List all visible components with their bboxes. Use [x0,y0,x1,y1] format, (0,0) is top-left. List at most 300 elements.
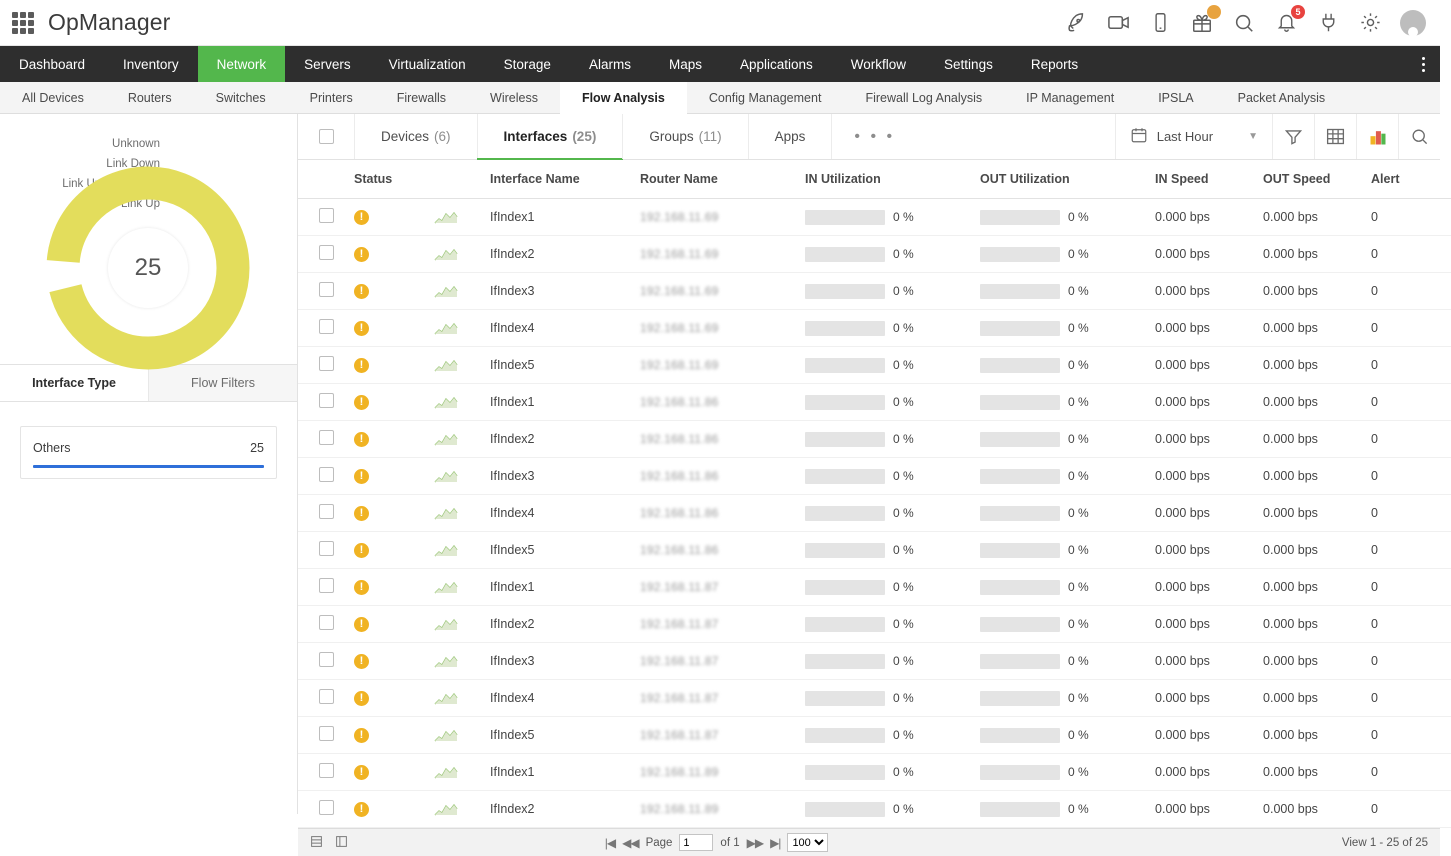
interface-type-card [20,426,277,479]
row-router-name: 192.168.11.69 [640,310,805,347]
table-view-icon[interactable] [1314,114,1356,159]
top-bar [0,0,1440,46]
row-out-speed: 0.000 bps [1263,273,1371,310]
table-row[interactable] [298,458,1451,495]
row-checkbox[interactable] [298,680,354,717]
row-alert: 0 [1371,310,1451,347]
row-interface-name[interactable]: IfIndex5 [490,347,640,384]
row-checkbox[interactable] [298,458,354,495]
calendar-icon [1130,126,1148,147]
row-router-name: 192.168.11.69 [640,273,805,310]
legend-link-up-noflows: Link Up & NoFlows [62,178,160,190]
chevron-down-icon: ▼ [1248,131,1258,142]
footer-icons [310,835,348,851]
tab-devices-count: (6) [434,129,451,144]
table-row[interactable] [298,495,1451,532]
tab-devices[interactable] [354,114,477,159]
nav-maps[interactable]: Maps [668,56,702,72]
row-status [354,643,434,680]
row-in-speed: 0.000 bps [1155,310,1263,347]
th-router-name[interactable]: Router Name [640,160,805,199]
th-interface-name[interactable]: Interface Name [490,160,640,199]
row-out-speed: 0.000 bps [1263,532,1371,569]
row-interface-name[interactable]: IfIndex2 [490,421,640,458]
table-row[interactable] [298,680,1451,717]
row-out-speed: 0.000 bps [1263,458,1371,495]
row-status [354,569,434,606]
row-out-speed: 0.000 bps [1263,569,1371,606]
row-alert: 0 [1371,532,1451,569]
tab-interfaces-label: Interfaces [503,129,568,144]
warning-icon: ! [354,654,369,669]
row-out-utilization: 0 % [980,384,1155,421]
row-out-utilization: 0 % [980,347,1155,384]
row-out-utilization: 0 % [980,236,1155,273]
subnav-packet-analysis[interactable]: Packet Analysis [1237,90,1326,105]
row-in-utilization: 0 % [805,791,980,828]
warning-icon: ! [354,210,369,225]
nav-dashboard[interactable]: Dashboard [19,56,86,72]
row-sparkline [434,606,490,643]
row-in-utilization: 0 % [805,569,980,606]
row-checkbox[interactable] [298,569,354,606]
subnav-ip-management[interactable]: IP Management [1026,90,1115,105]
warning-icon: ! [354,617,369,632]
row-status [354,606,434,643]
row-interface-name[interactable]: IfIndex2 [490,791,640,828]
th-out-speed[interactable]: OUT Speed [1263,160,1371,199]
chart-view-icon[interactable] [1356,114,1398,159]
search-icon[interactable] [1398,114,1440,159]
row-alert: 0 [1371,791,1451,828]
row-out-speed: 0.000 bps [1263,236,1371,273]
row-alert: 0 [1371,273,1451,310]
row-sparkline [434,199,490,236]
row-in-utilization: 0 % [805,717,980,754]
warning-icon: ! [354,691,369,706]
video-icon[interactable] [1106,11,1130,35]
row-interface-name[interactable]: IfIndex2 [490,236,640,273]
nav-servers[interactable]: Servers [304,56,351,72]
row-in-speed: 0.000 bps [1155,717,1263,754]
warning-icon: ! [354,469,369,484]
row-out-speed: 0.000 bps [1263,791,1371,828]
row-out-speed: 0.000 bps [1263,606,1371,643]
row-checkbox[interactable] [298,236,354,273]
row-in-speed: 0.000 bps [1155,199,1263,236]
last-page-button[interactable]: ▶| [770,835,781,850]
nav-virtualization[interactable]: Virtualization [388,56,466,72]
row-router-name: 192.168.11.87 [640,680,805,717]
row-in-utilization: 0 % [805,421,980,458]
warning-icon: ! [354,432,369,447]
row-checkbox[interactable] [298,643,354,680]
warning-icon: ! [354,543,369,558]
row-out-utilization: 0 % [980,717,1155,754]
page-number-input[interactable] [679,834,713,851]
notification-count-badge: 5 [1291,5,1305,19]
sidebar [0,114,298,814]
row-router-name: 192.168.11.86 [640,458,805,495]
row-checkbox[interactable] [298,421,354,458]
sidebar-tab-interface-type[interactable]: Interface Type [0,365,148,401]
nav-storage[interactable]: Storage [503,56,551,72]
nav-workflow[interactable]: Workflow [850,56,907,72]
legend-link-down: Link Down [106,158,160,170]
subnav-firewall-log-analysis[interactable]: Firewall Log Analysis [865,90,983,105]
table-footer [298,828,1440,856]
row-out-speed: 0.000 bps [1263,680,1371,717]
nav-overflow-menu-icon[interactable] [1406,46,1440,82]
table-row[interactable] [298,717,1451,754]
row-in-speed: 0.000 bps [1155,606,1263,643]
warning-icon: ! [354,802,369,817]
tab-groups-count: (11) [698,129,722,144]
table-row[interactable] [298,236,1451,273]
row-interface-name[interactable]: IfIndex4 [490,680,640,717]
gift-badge [1207,5,1221,19]
row-out-speed: 0.000 bps [1263,717,1371,754]
table-header-row [298,160,1451,199]
row-out-utilization: 0 % [980,421,1155,458]
search-icon[interactable] [1232,11,1256,35]
subnav-firewalls[interactable]: Firewalls [396,90,447,105]
row-status [354,273,434,310]
row-interface-name[interactable]: IfIndex3 [490,273,640,310]
row-in-utilization: 0 % [805,458,980,495]
subnav-printers[interactable]: Printers [309,90,353,105]
toolbar-right [1115,114,1440,159]
th-alert[interactable]: Alert [1371,160,1451,199]
nav-reports[interactable]: Reports [1030,56,1079,72]
subnav-wireless[interactable]: Wireless [490,90,538,105]
row-out-utilization: 0 % [980,754,1155,791]
first-page-button[interactable]: |◀ [604,835,616,850]
table-row[interactable] [298,347,1451,384]
row-status [354,717,434,754]
warning-icon: ! [354,506,369,521]
row-in-utilization: 0 % [805,532,980,569]
row-sparkline [434,680,490,717]
page-size-select[interactable] [787,833,828,852]
subnav-routers[interactable]: Routers [127,90,172,105]
row-in-utilization: 0 % [805,495,980,532]
row-checkbox[interactable] [298,532,354,569]
sub-nav [0,82,1440,114]
row-router-name: 192.168.11.87 [640,717,805,754]
row-in-utilization: 0 % [805,606,980,643]
rocket-icon[interactable] [1064,11,1088,35]
row-interface-name[interactable]: IfIndex4 [490,495,640,532]
row-alert: 0 [1371,569,1451,606]
prev-page-button[interactable]: ◀◀ [622,835,639,850]
row-router-name: 192.168.11.69 [640,199,805,236]
warning-icon: ! [354,728,369,743]
legend-unknown: Unknown [112,138,160,150]
warning-icon: ! [354,580,369,595]
row-out-utilization: 0 % [980,791,1155,828]
page-body [0,114,1440,850]
row-checkbox[interactable] [298,347,354,384]
row-out-utilization: 0 % [980,310,1155,347]
row-alert: 0 [1371,680,1451,717]
tab-groups[interactable] [622,114,747,159]
row-status [354,458,434,495]
row-out-utilization: 0 % [980,273,1155,310]
warning-icon: ! [354,358,369,373]
row-status [354,236,434,273]
row-sparkline [434,717,490,754]
tab-more-menu[interactable]: • • • [831,114,917,159]
th-checkbox [298,160,354,199]
table-body [298,199,1451,828]
tab-devices-label: Devices [381,129,430,144]
row-sparkline [434,421,490,458]
row-interface-name[interactable]: IfIndex1 [490,754,640,791]
view-count-label: View 1 - 25 of 25 [1341,836,1428,849]
row-out-speed: 0.000 bps [1263,643,1371,680]
row-alert: 0 [1371,717,1451,754]
gift-icon[interactable] [1190,11,1214,35]
subnav-config-management[interactable]: Config Management [708,90,822,105]
row-sparkline [434,310,490,347]
main-nav [0,46,1440,82]
th-in-speed[interactable]: IN Speed [1155,160,1263,199]
row-in-speed: 0.000 bps [1155,643,1263,680]
top-actions [1064,6,1426,36]
row-checkbox[interactable] [298,384,354,421]
row-alert: 0 [1371,458,1451,495]
row-alert: 0 [1371,199,1451,236]
row-alert: 0 [1371,384,1451,421]
nav-inventory[interactable]: Inventory [123,56,179,72]
row-in-speed: 0.000 bps [1155,569,1263,606]
filter-icon[interactable] [1272,114,1314,159]
page-of-label: of 1 [720,836,740,849]
interfaces-table-wrapper [298,160,1440,828]
row-interface-name[interactable]: IfIndex1 [490,384,640,421]
tab-groups-label: Groups [649,129,694,144]
notification-bell-icon[interactable] [1274,6,1301,35]
subnav-flow-analysis[interactable]: Flow Analysis [560,82,687,113]
row-router-name: 192.168.11.86 [640,495,805,532]
time-range-selector[interactable] [1115,114,1272,159]
row-out-utilization: 0 % [980,569,1155,606]
row-out-utilization: 0 % [980,680,1155,717]
row-in-speed: 0.000 bps [1155,273,1263,310]
row-checkbox[interactable] [298,606,354,643]
sidebar-tab-flow-filters[interactable]: Flow Filters [148,365,297,401]
row-router-name: 192.168.11.89 [640,791,805,828]
row-interface-name[interactable]: IfIndex3 [490,643,640,680]
row-in-utilization: 0 % [805,273,980,310]
row-out-utilization: 0 % [980,458,1155,495]
subnav-ipsla[interactable]: IPSLA [1158,90,1194,105]
nav-applications[interactable]: Applications [739,56,813,72]
row-checkbox[interactable] [298,199,354,236]
subnav-switches[interactable]: Switches [215,90,266,105]
row-sparkline [434,643,490,680]
row-out-speed: 0.000 bps [1263,310,1371,347]
row-in-speed: 0.000 bps [1155,680,1263,717]
row-status [354,199,434,236]
row-router-name: 192.168.11.89 [640,754,805,791]
row-checkbox[interactable] [298,495,354,532]
row-status [354,347,434,384]
row-alert: 0 [1371,643,1451,680]
tab-apps-label: Apps [774,129,806,144]
tab-apps[interactable] [748,114,832,159]
row-alert: 0 [1371,347,1451,384]
row-in-utilization: 0 % [805,236,980,273]
row-in-utilization: 0 % [805,199,980,236]
row-router-name: 192.168.11.86 [640,532,805,569]
interface-type-bar [33,465,264,468]
table-row[interactable] [298,273,1451,310]
row-in-speed: 0.000 bps [1155,495,1263,532]
row-out-utilization: 0 % [980,643,1155,680]
row-interface-name[interactable]: IfIndex3 [490,458,640,495]
warning-icon: ! [354,284,369,299]
table-row[interactable] [298,754,1451,791]
row-interface-name[interactable]: IfIndex1 [490,199,640,236]
row-checkbox[interactable] [298,754,354,791]
tab-interfaces[interactable] [477,114,623,159]
content-area [298,114,1440,850]
th-out-utilization[interactable]: OUT Utilization [980,160,1155,199]
interface-type-label: Others [33,441,71,455]
row-sparkline [434,754,490,791]
th-in-utilization[interactable]: IN Utilization [805,160,980,199]
row-status [354,532,434,569]
warning-icon: ! [354,247,369,262]
subnav-all-devices[interactable]: All Devices [22,90,84,105]
row-in-utilization: 0 % [805,384,980,421]
row-out-speed: 0.000 bps [1263,384,1371,421]
row-interface-name[interactable]: IfIndex5 [490,532,640,569]
table-row[interactable] [298,643,1451,680]
row-status [354,384,434,421]
interface-status-donut [0,114,297,364]
export-icon[interactable] [335,835,348,851]
row-sparkline [434,384,490,421]
row-alert: 0 [1371,421,1451,458]
mobile-icon[interactable] [1148,11,1172,35]
row-in-speed: 0.000 bps [1155,458,1263,495]
row-router-name: 192.168.11.86 [640,384,805,421]
table-row[interactable] [298,421,1451,458]
row-router-name: 192.168.11.69 [640,347,805,384]
user-avatar-icon[interactable] [1400,10,1426,36]
row-in-speed: 0.000 bps [1155,532,1263,569]
row-out-utilization: 0 % [980,199,1155,236]
list-view-icon[interactable] [310,835,323,851]
row-router-name: 192.168.11.87 [640,643,805,680]
table-row[interactable] [298,384,1451,421]
content-toolbar [298,114,1440,160]
row-sparkline [434,458,490,495]
nav-alarms[interactable]: Alarms [588,56,631,72]
row-alert: 0 [1371,236,1451,273]
table-row[interactable] [298,310,1451,347]
row-out-utilization: 0 % [980,532,1155,569]
row-sparkline [434,236,490,273]
donut-chart [30,150,266,386]
row-in-utilization: 0 % [805,680,980,717]
table-row[interactable] [298,606,1451,643]
plug-icon[interactable] [1316,11,1340,35]
row-alert: 0 [1371,495,1451,532]
row-status [354,421,434,458]
row-checkbox[interactable] [298,310,354,347]
table-row[interactable] [298,199,1451,236]
row-in-speed: 0.000 bps [1155,421,1263,458]
nav-settings[interactable]: Settings [944,56,993,72]
row-in-utilization: 0 % [805,754,980,791]
row-interface-name[interactable]: IfIndex4 [490,310,640,347]
table-row[interactable] [298,569,1451,606]
row-in-utilization: 0 % [805,347,980,384]
row-in-speed: 0.000 bps [1155,384,1263,421]
row-sparkline [434,569,490,606]
row-router-name: 192.168.11.87 [640,569,805,606]
row-out-speed: 0.000 bps [1263,421,1371,458]
row-interface-name[interactable]: IfIndex5 [490,717,640,754]
nav-network[interactable]: Network [198,46,286,82]
row-router-name: 192.168.11.69 [640,236,805,273]
warning-icon: ! [354,321,369,336]
row-checkbox[interactable] [298,717,354,754]
table-row[interactable] [298,532,1451,569]
row-alert: 0 [1371,754,1451,791]
table-row[interactable] [298,791,1451,828]
row-in-speed: 0.000 bps [1155,236,1263,273]
apps-grid-icon[interactable] [10,10,36,36]
gear-icon[interactable] [1358,11,1382,35]
row-interface-name[interactable]: IfIndex1 [490,569,640,606]
select-all-checkbox[interactable] [298,114,354,159]
row-in-utilization: 0 % [805,643,980,680]
row-alert: 0 [1371,606,1451,643]
row-in-utilization: 0 % [805,310,980,347]
app-title: OpManager [48,9,171,35]
row-status [354,754,434,791]
row-router-name: 192.168.11.87 [640,606,805,643]
row-sparkline [434,532,490,569]
warning-icon: ! [354,395,369,410]
row-status [354,310,434,347]
row-out-speed: 0.000 bps [1263,347,1371,384]
next-page-button[interactable]: ▶▶ [746,835,764,850]
row-checkbox[interactable] [298,791,354,828]
tab-interfaces-count: (25) [572,129,597,144]
row-status [354,495,434,532]
row-interface-name[interactable]: IfIndex2 [490,606,640,643]
row-sparkline [434,347,490,384]
row-in-speed: 0.000 bps [1155,347,1263,384]
warning-icon: ! [354,765,369,780]
th-status[interactable]: Status [354,160,490,199]
row-status [354,680,434,717]
legend-link-up: Link Up [121,198,160,210]
row-out-utilization: 0 % [980,495,1155,532]
interfaces-table [298,160,1451,828]
pagination [605,833,829,852]
row-out-speed: 0.000 bps [1263,495,1371,532]
row-out-speed: 0.000 bps [1263,199,1371,236]
row-checkbox[interactable] [298,273,354,310]
row-status [354,791,434,828]
